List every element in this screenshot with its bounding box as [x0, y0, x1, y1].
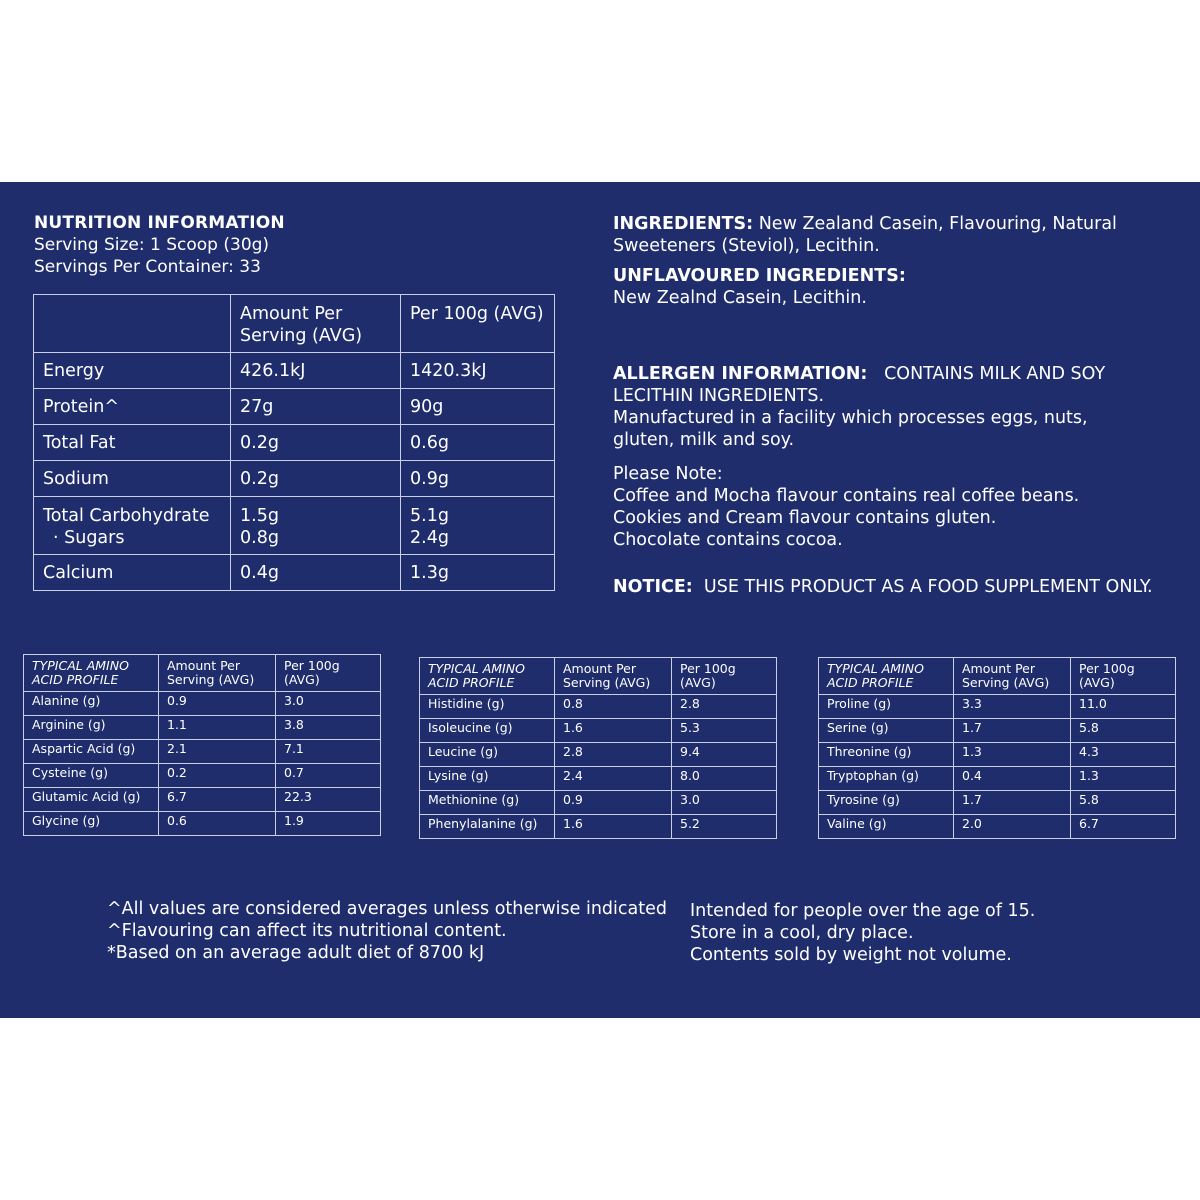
table-row	[420, 791, 777, 815]
table-row	[420, 719, 777, 743]
row-label	[34, 497, 231, 555]
amino-header-per100: Per 100g (AVG)	[276, 655, 381, 692]
note-item: Coffee and Mocha flavour contains real coffee beans.	[613, 486, 1080, 506]
row-label: Calcium	[34, 555, 231, 591]
amino-serving-cell: 1.3	[954, 743, 1071, 767]
amino-header-row	[24, 655, 381, 692]
amino-name-cell: Alanine (g)	[24, 692, 159, 716]
amino-header-row	[819, 658, 1176, 695]
carb-label: Total Carbohydrate	[43, 506, 210, 526]
table-row	[34, 497, 555, 555]
amino-header-serving: Amount Per Serving (AVG)	[954, 658, 1071, 695]
row-per100	[401, 497, 555, 555]
row-per100: 90g	[401, 389, 555, 425]
notice-label: NOTICE:	[613, 577, 693, 597]
table-row	[819, 719, 1176, 743]
facility-text-1: Manufactured in a facility which processes eggs, nuts,	[613, 408, 1088, 428]
amino-table-2	[419, 657, 777, 839]
amino-name-cell: Glutamic Acid (g)	[24, 788, 159, 812]
header-cell-serving: Amount Per Serving (AVG)	[231, 295, 401, 353]
nutrition-header	[34, 213, 285, 277]
sugars-label: · Sugars	[53, 528, 125, 548]
row-serving: 426.1kJ	[231, 353, 401, 389]
amino-name-cell: Leucine (g)	[420, 743, 555, 767]
notice-block	[613, 576, 1153, 598]
amino-serving-cell: 0.9	[159, 692, 276, 716]
amino-per100-cell: 6.7	[1071, 815, 1176, 839]
table-row	[34, 425, 555, 461]
amino-per100-cell: 2.8	[672, 695, 777, 719]
amino-header-per100: Per 100g (AVG)	[672, 658, 777, 695]
amino-serving-cell: 0.4	[954, 767, 1071, 791]
servings-per-container: Servings Per Container: 33	[34, 257, 261, 277]
amino-serving-cell: 2.8	[555, 743, 672, 767]
amino-serving-cell: 1.6	[555, 815, 672, 839]
amino-name-cell: Valine (g)	[819, 815, 954, 839]
table-row	[24, 812, 381, 836]
amino-serving-cell: 1.7	[954, 791, 1071, 815]
footnotes-right	[690, 900, 1035, 966]
table-header-row	[34, 295, 555, 353]
amino-per100-cell: 3.8	[276, 716, 381, 740]
amino-header-row	[420, 658, 777, 695]
amino-header-profile: TYPICAL AMINO ACID PROFILE	[420, 658, 555, 695]
table-row	[24, 740, 381, 764]
amino-name-cell: Phenylalanine (g)	[420, 815, 555, 839]
row-serving	[231, 497, 401, 555]
amino-name-cell: Proline (g)	[819, 695, 954, 719]
amino-serving-cell: 0.8	[555, 695, 672, 719]
note-title: Please Note:	[613, 464, 723, 484]
table-row	[24, 764, 381, 788]
allergen-block	[613, 363, 1105, 551]
footnote: Intended for people over the age of 15.	[690, 901, 1036, 921]
amino-per100-cell: 3.0	[276, 692, 381, 716]
notice-text: USE THIS PRODUCT AS A FOOD SUPPLEMENT ONLY.	[703, 577, 1153, 597]
row-label: Protein^	[34, 389, 231, 425]
row-serving: 0.2g	[231, 425, 401, 461]
carb-serving: 1.5g	[240, 506, 279, 526]
amino-per100-cell: 7.1	[276, 740, 381, 764]
footnotes-left	[107, 898, 667, 964]
unflavoured-label: UNFLAVOURED INGREDIENTS:	[613, 266, 906, 286]
footnote: Store in a cool, dry place.	[690, 923, 914, 943]
amino-per100-cell: 4.3	[1071, 743, 1176, 767]
table-row	[34, 353, 555, 389]
amino-serving-cell: 1.6	[555, 719, 672, 743]
table-row	[819, 695, 1176, 719]
table-row	[420, 743, 777, 767]
allergen-text-1: CONTAINS MILK AND SOY	[884, 364, 1106, 384]
table-row	[819, 767, 1176, 791]
amino-header-per100: Per 100g (AVG)	[1071, 658, 1176, 695]
row-label: Energy	[34, 353, 231, 389]
amino-per100-cell: 22.3	[276, 788, 381, 812]
table-row	[34, 389, 555, 425]
row-per100: 1420.3kJ	[401, 353, 555, 389]
row-serving: 0.2g	[231, 461, 401, 497]
footnote: ^All values are considered averages unless otherwise indicated	[107, 899, 667, 919]
amino-serving-cell: 2.4	[555, 767, 672, 791]
ingredients-label: INGREDIENTS:	[613, 214, 754, 234]
amino-name-cell: Histidine (g)	[420, 695, 555, 719]
amino-serving-cell: 6.7	[159, 788, 276, 812]
amino-name-cell: Serine (g)	[819, 719, 954, 743]
row-serving: 27g	[231, 389, 401, 425]
amino-per100-cell: 1.3	[1071, 767, 1176, 791]
header-cell-empty	[34, 295, 231, 353]
amino-name-cell: Methionine (g)	[420, 791, 555, 815]
note-item: Cookies and Cream flavour contains gluten.	[613, 508, 997, 528]
amino-table-1	[23, 654, 381, 836]
amino-serving-cell: 0.9	[555, 791, 672, 815]
allergen-text-2: LECITHIN INGREDIENTS.	[613, 386, 825, 406]
table-row	[819, 743, 1176, 767]
amino-name-cell: Isoleucine (g)	[420, 719, 555, 743]
amino-name-cell: Aspartic Acid (g)	[24, 740, 159, 764]
amino-header-profile: TYPICAL AMINO ACID PROFILE	[819, 658, 954, 695]
row-label: Total Fat	[34, 425, 231, 461]
amino-serving-cell: 2.0	[954, 815, 1071, 839]
allergen-label: ALLERGEN INFORMATION:	[613, 364, 868, 384]
ingredients-text-2: Sweeteners (Steviol), Lecithin.	[613, 236, 880, 256]
note-item: Chocolate contains cocoa.	[613, 530, 843, 550]
amino-per100-cell: 11.0	[1071, 695, 1176, 719]
row-per100: 1.3g	[401, 555, 555, 591]
row-per100: 0.9g	[401, 461, 555, 497]
amino-per100-cell: 5.2	[672, 815, 777, 839]
amino-serving-cell: 2.1	[159, 740, 276, 764]
amino-per100-cell: 5.8	[1071, 719, 1176, 743]
nutrition-table	[33, 294, 555, 591]
sugars-serving: 0.8g	[240, 528, 279, 548]
amino-header-serving: Amount Per Serving (AVG)	[555, 658, 672, 695]
amino-serving-cell: 3.3	[954, 695, 1071, 719]
ingredients-text-1: New Zealand Casein, Flavouring, Natural	[758, 214, 1117, 234]
carb-per100: 5.1g	[410, 506, 449, 526]
table-row	[34, 461, 555, 497]
amino-per100-cell: 3.0	[672, 791, 777, 815]
ingredients-block	[613, 213, 1117, 309]
table-row	[420, 767, 777, 791]
amino-name-cell: Cysteine (g)	[24, 764, 159, 788]
table-row	[24, 788, 381, 812]
amino-serving-cell: 0.2	[159, 764, 276, 788]
footnote: *Based on an average adult diet of 8700 kJ	[107, 943, 485, 963]
facility-text-2: gluten, milk and soy.	[613, 430, 795, 450]
amino-name-cell: Arginine (g)	[24, 716, 159, 740]
row-per100: 0.6g	[401, 425, 555, 461]
row-serving: 0.4g	[231, 555, 401, 591]
amino-per100-cell: 0.7	[276, 764, 381, 788]
table-row	[24, 716, 381, 740]
amino-per100-cell: 1.9	[276, 812, 381, 836]
sugars-per100: 2.4g	[410, 528, 449, 548]
footnote: ^Flavouring can affect its nutritional content.	[107, 921, 507, 941]
amino-name-cell: Tryptophan (g)	[819, 767, 954, 791]
serving-size: Serving Size: 1 Scoop (30g)	[34, 235, 270, 255]
unflavoured-text: New Zealnd Casein, Lecithin.	[613, 288, 867, 308]
table-row	[24, 692, 381, 716]
amino-serving-cell: 1.1	[159, 716, 276, 740]
amino-name-cell: Tyrosine (g)	[819, 791, 954, 815]
amino-name-cell: Threonine (g)	[819, 743, 954, 767]
table-row	[819, 815, 1176, 839]
amino-serving-cell: 1.7	[954, 719, 1071, 743]
table-row	[420, 815, 777, 839]
amino-serving-cell: 0.6	[159, 812, 276, 836]
table-row	[819, 791, 1176, 815]
amino-per100-cell: 5.8	[1071, 791, 1176, 815]
nutrition-title: NUTRITION INFORMATION	[34, 213, 285, 233]
amino-name-cell: Lysine (g)	[420, 767, 555, 791]
row-label: Sodium	[34, 461, 231, 497]
header-cell-per100: Per 100g (AVG)	[401, 295, 555, 353]
amino-per100-cell: 5.3	[672, 719, 777, 743]
amino-header-serving: Amount Per Serving (AVG)	[159, 655, 276, 692]
amino-header-profile: TYPICAL AMINO ACID PROFILE	[24, 655, 159, 692]
amino-name-cell: Glycine (g)	[24, 812, 159, 836]
footnote: Contents sold by weight not volume.	[690, 945, 1012, 965]
amino-per100-cell: 8.0	[672, 767, 777, 791]
table-row	[420, 695, 777, 719]
amino-table-3	[818, 657, 1176, 839]
table-row	[34, 555, 555, 591]
amino-per100-cell: 9.4	[672, 743, 777, 767]
